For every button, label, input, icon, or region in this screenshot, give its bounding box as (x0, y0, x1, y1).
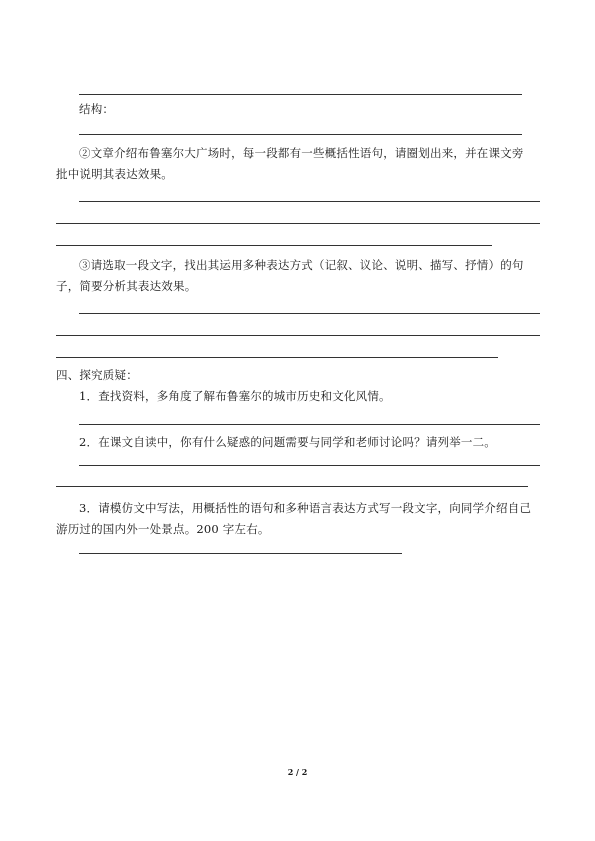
answer-line (79, 201, 540, 202)
answer-line (56, 245, 492, 246)
answer-line (56, 335, 540, 336)
answer-line (56, 486, 528, 487)
answer-line (56, 223, 540, 224)
answer-line (56, 357, 498, 358)
answer-line (79, 134, 522, 135)
answer-line (79, 424, 540, 425)
answer-line (79, 313, 540, 314)
item-2: 2．在课文自读中，你有什么疑惑的问题需要与同学和老师讨论吗？请列举一二。 (79, 435, 497, 449)
structure-label: 结构： (79, 102, 115, 116)
answer-line (79, 553, 402, 554)
question-3-line-1: ③请选取一段文字，找出其运用多种表达方式（记叙、议论、说明、描写、抒情）的句 (79, 258, 524, 272)
page-number: 2 / 2 (287, 767, 308, 777)
question-2-line-2: 批中说明其表达效果。 (56, 167, 173, 181)
section-4-heading: 四、探究质疑： (56, 368, 138, 382)
question-3-line-2: 子，简要分析其表达效果。 (56, 279, 197, 293)
answer-line (79, 465, 540, 466)
item-1: 1．查找资料，多角度了解布鲁塞尔的城市历史和文化风情。 (79, 389, 391, 403)
question-2-line-1: ②文章介绍布鲁塞尔大广场时，每一段都有一些概括性语句，请圈划出来，并在课文旁 (79, 146, 524, 160)
answer-line (79, 94, 522, 95)
item-3-line-2: 游历过的国内外一处景点。200 字左右。 (56, 522, 270, 536)
item-3-line-1: 3．请模仿文中写法，用概括性的语句和多种语言表达方式写一段文字，向同学介绍自己 (79, 501, 532, 515)
